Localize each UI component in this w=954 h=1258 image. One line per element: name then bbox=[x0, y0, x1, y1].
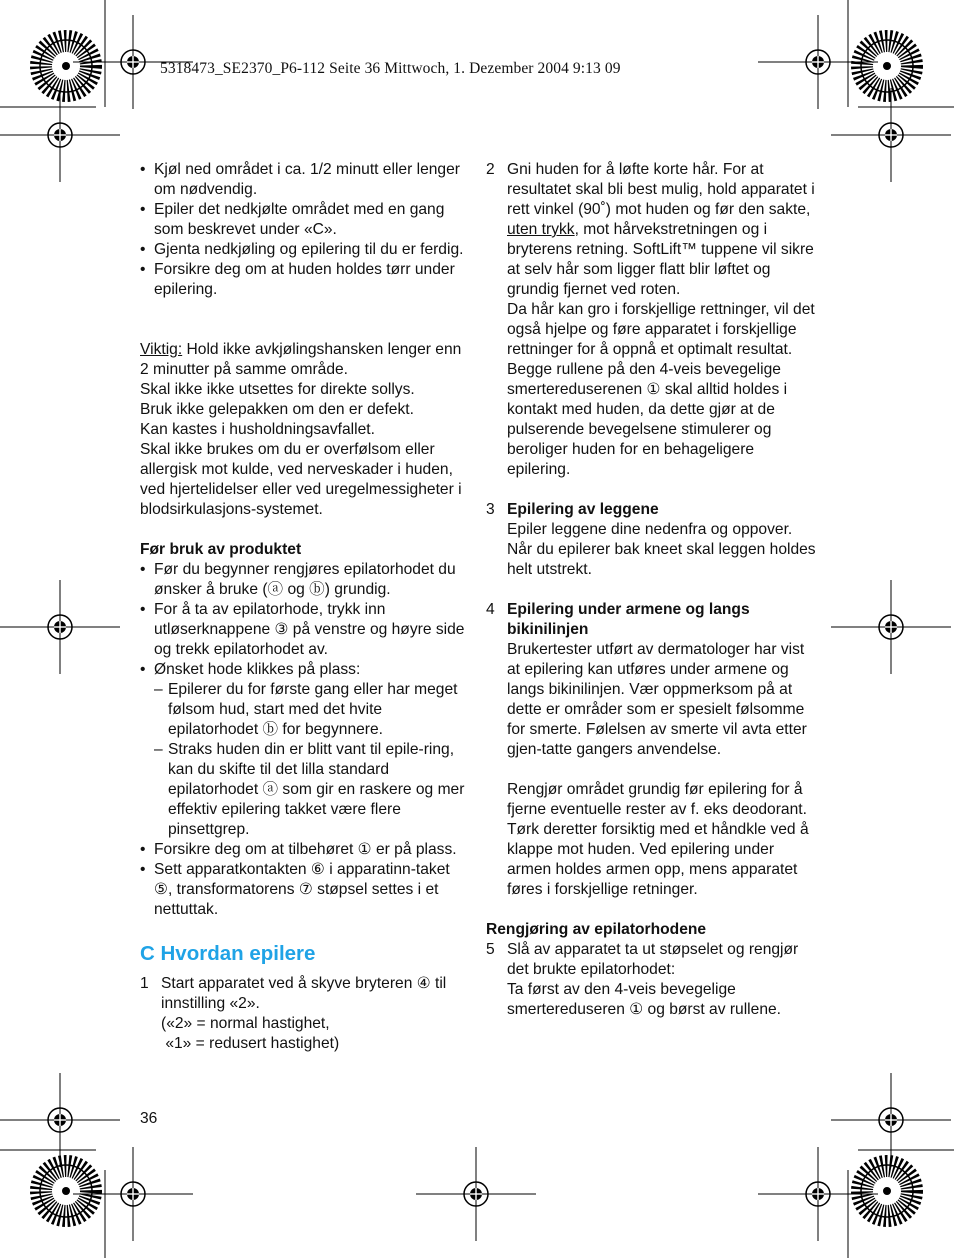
registration-mark bbox=[831, 580, 951, 674]
step-5: 5 Slå av apparatet ta ut støpselet og rengjør det brukte epilatorhodet: Ta først av den 4-veis bevegelige smertereduseren ① og børst av rullene. bbox=[486, 941, 799, 1018]
registration-mark bbox=[73, 1147, 193, 1241]
registration-mark bbox=[0, 88, 120, 182]
list-item: • Epiler det nedkjølte området med en gang som beskrevet under «C». bbox=[140, 201, 445, 238]
warning-line: Skal ikke ikke utsettes for direkte sollys. bbox=[140, 381, 415, 398]
dash-item: – Epilerer du for første gang eller har meget følsom hud, start med det hvite epilatorhodet ⓑ for begynnere. bbox=[154, 681, 458, 738]
warning-line: Skal ikke brukes om du er overfølsom eller allergisk mot kulde, ved nerveskader i huden, ved hjertelidelser eller ved uregelmessigheter i blodsirkulasjons-systemet. bbox=[140, 441, 462, 518]
cleaning-heading: Rengjøring av epilatorhodene bbox=[486, 921, 707, 938]
warning-line: Kan kastes i husholdningsavfallet. bbox=[140, 421, 375, 438]
registration-mark bbox=[0, 580, 120, 674]
list-item: • Forsikre deg om at tilbehøret ① er på plass. bbox=[140, 841, 457, 858]
list-item: • Kjøl ned området i ca. 1/2 minutt eller lenger om nødvendig. bbox=[140, 161, 460, 198]
registration-mark bbox=[758, 1147, 878, 1241]
print-header: 5318473_SE2370_P6-112 Seite 36 Mittwoch, 1. Dezember 2004 9:13 09 bbox=[160, 60, 621, 77]
list-item: • Ønsket hode klikkes på plass: bbox=[140, 661, 361, 678]
step-2: 2 Gni huden for å løfte korte hår. For at resultatet skal bli best mulig, hold apparatet i rett vinkel (90˚) mot huden og før den sakte, uten trykk, mot hårvekstretningen og i bryterens retning. SoftLift™ tuppene vil sikre at selv hår som ligger flatt blir løftet og grundig fjernet ved roten. Da hår kan gro i forskjellige rettninger, vil det også hjelpe og føre apparatet i forskjellige rettninger for å oppnå et optimalt resultat. Begge rullene på den 4-veis bevegelige smertereduserenen ① skal alltid holdes i kontakt med huden, da dette gjør at de pulserende bevegelsene stimulerer og beroliger huden for en behageligere epilering. bbox=[486, 161, 815, 478]
list-item: • Forsikre deg om at huden holdes tørr under epilering. bbox=[140, 261, 455, 298]
registration-mark bbox=[831, 1073, 951, 1167]
registration-mark bbox=[416, 1147, 536, 1241]
page-number: 36 bbox=[140, 1110, 158, 1127]
registration-mark bbox=[0, 1073, 120, 1167]
starburst-mark-bottom-left bbox=[40, 1165, 92, 1217]
list-item: • Sett apparatkontakten ⑥ i apparatinn-taket ⑤, transformatorens ⑦ støpsel settes i et nettuttak. bbox=[140, 861, 450, 918]
important-note: Viktig: Hold ikke avkjølingshansken lenger enn 2 minutter på samme område. bbox=[140, 341, 462, 378]
list-item: • For å ta av epilatorhode, trykk inn utløserknappene ③ på venstre og høyre side og trekk epilatorhodet av. bbox=[140, 601, 465, 658]
warning-line: Bruk ikke gelepakken om den er defekt. bbox=[140, 401, 414, 418]
section-heading: C Hvordan epilere bbox=[140, 942, 316, 965]
list-item: • Gjenta nedkjøling og epilering til du er ferdig. bbox=[140, 241, 464, 258]
list-item: • Før du begynner rengjøres epilatorhodet du ønsker å bruke (ⓐ og ⓑ) grundig. bbox=[140, 561, 456, 598]
left-column bbox=[140, 160, 470, 1054]
starburst-mark-top-right bbox=[861, 40, 913, 92]
before-use-heading: Før bruk av produktet bbox=[140, 541, 302, 558]
registration-mark bbox=[758, 15, 878, 109]
step-1: 1 Start apparatet ved å skyve bryteren ④ til innstilling «2». («2» = normal hastighet, «1» = redusert hastighet) bbox=[140, 975, 447, 1052]
registration-mark bbox=[831, 88, 951, 182]
starburst-mark-top-left bbox=[40, 40, 92, 92]
step-3: 3 Epilering av leggene Epiler leggene dine nedenfra og oppover. Når du epilerer bak kneet skal leggen holdes helt utstrekt. bbox=[486, 501, 816, 578]
step-4: 4 Epilering under armene og langs bikinilinjen Brukertester utført av dermatologer har vist at epilering kan utføres under armene og langs bikinilinjen. Vær oppmerksom på at dette er områder som er spesielt følsomme for smerte. Følelsen av smerte vil avta etter gjen-tatte gangers anvendelse. Rengjør området grundig før epilering for å fjerne eventuelle rester av f. eks deodorant. Tørk deretter forsiktig med et håndkle ved å klappe mot huden. Ved epilering under armen holdes armen opp, mens apparatet føres i forskjellige retninger. bbox=[486, 601, 809, 898]
dash-item: – Straks huden din er blitt vant til epile-ring, kan du skifte til det lilla standard epilatorhodet ⓐ som gir en raskere og mer effektiv epilering takket være flere pinsettgrep. bbox=[154, 741, 465, 838]
starburst-mark-bottom-right bbox=[861, 1165, 913, 1217]
right-column bbox=[486, 160, 816, 1020]
important-label: Viktig: bbox=[140, 341, 183, 358]
